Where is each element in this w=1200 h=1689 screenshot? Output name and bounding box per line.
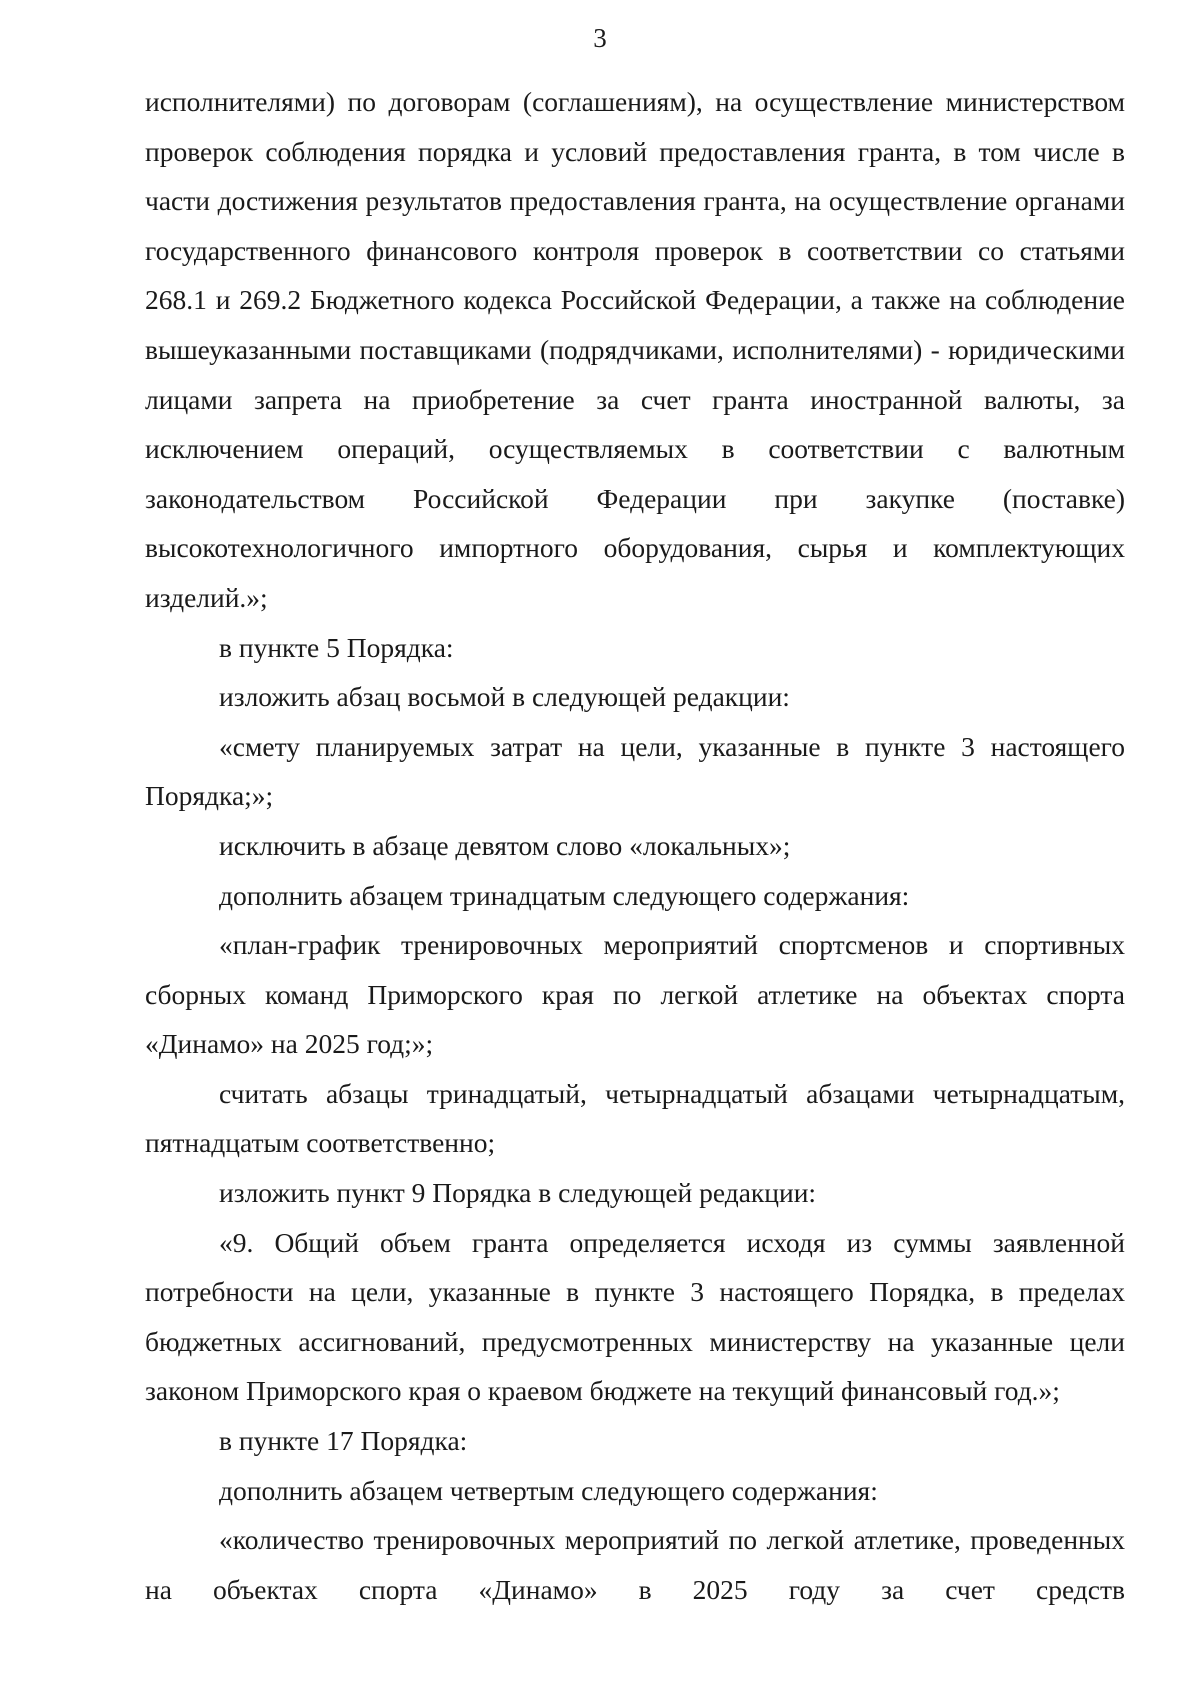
page-number: 3 bbox=[593, 23, 607, 53]
paragraph-quote-estimate: «смету планируемых затрат на цели, указанные в пункте 3 настоящего Порядка;»; bbox=[145, 730, 1125, 812]
paragraph-add-thirteenth: дополнить абзацем тринадцатым следующего содержания: bbox=[219, 879, 910, 911]
paragraph-item-9-intro: изложить пункт 9 Порядка в следующей редакции: bbox=[219, 1177, 817, 1209]
paragraph-continuation: исполнителями) по договорам (соглашениям), на осуществление министерством проверок соблюдения порядка и условий предоставления гранта, в том числе в части достижения результатов предоставления гранта, на осуществление органами государственного финансового контроля проверок в соответствии со статьями 268.1 и 269.2 Бюджетного кодекса Российской Федерации, а также на соблюдение вышеуказанными поставщиками (подрядчиками, исполнителями) - юридическими лицами запрета на приобретение за счет гранта иностранной валюты, за исключением операций, осуществляемых в соответствии с валютным законодательством Российской Федерации при закупке (поставке) высокотехнологичного импортного оборудования, сырья и комплектующих изделий.»; bbox=[145, 86, 1125, 613]
paragraph-item-17: в пункте 17 Порядка: bbox=[219, 1425, 468, 1457]
paragraph-amend-eighth: изложить абзац восьмой в следующей редакции: bbox=[219, 681, 790, 713]
paragraph-renumber: считать абзацы тринадцатый, четырнадцатый абзацами четырнадцатым, пятнадцатым соответственно; bbox=[145, 1077, 1125, 1159]
paragraph-quote-count: «количество тренировочных мероприятий по легкой атлетике, проведенных на объектах спорта «Динамо» в 2025 году за счет средств bbox=[145, 1524, 1125, 1605]
document-body bbox=[145, 77, 1125, 1614]
paragraph-item-5: в пункте 5 Порядка: bbox=[219, 631, 454, 663]
paragraph-quote-schedule: «план-график тренировочных мероприятий спортсменов и спортивных сборных команд Приморского края по легкой атлетике на объектах спорта «Динамо» на 2025 год;»; bbox=[145, 929, 1125, 1060]
paragraph-exclude-word: исключить в абзаце девятом слово «локальных»; bbox=[219, 829, 791, 861]
paragraph-add-fourth: дополнить абзацем четвертым следующего содержания: bbox=[219, 1474, 878, 1506]
paragraph-quote-item-9: «9. Общий объем гранта определяется исходя из суммы заявленной потребности на цели, указанные в пункте 3 настоящего Порядка, в пределах бюджетных ассигнований, предусмотренных министерству на указанные цели законом Приморского края о краевом бюджете на текущий финансовый год.»; bbox=[145, 1226, 1125, 1407]
